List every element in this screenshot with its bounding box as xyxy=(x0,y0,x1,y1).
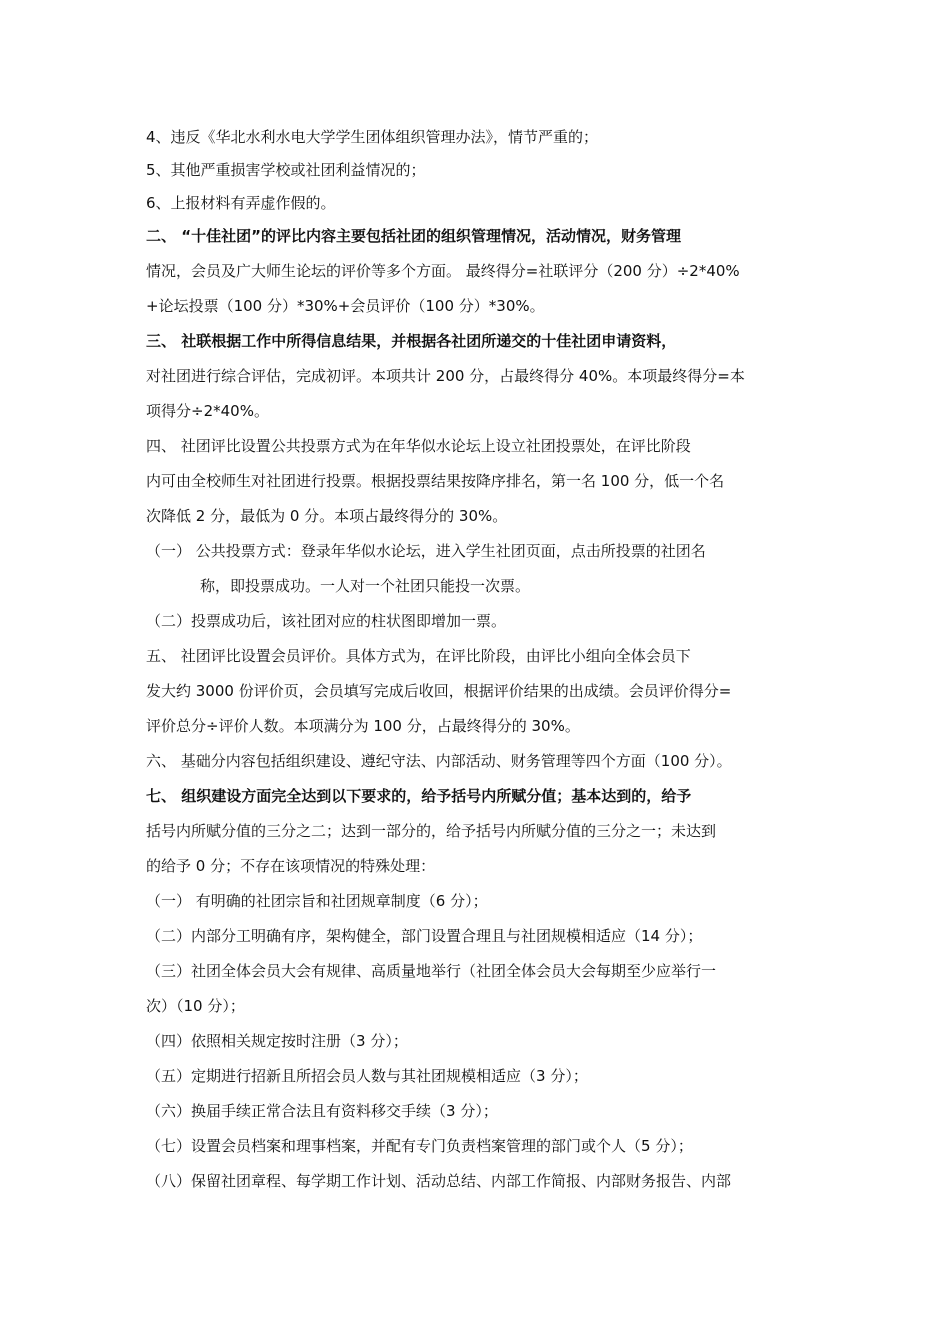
sub-item-line: （六）换届手续正常合法且有资料移交手续（3 分）； xyxy=(146,1102,498,1120)
text-line: 评价总分÷评价人数。本项满分为 100 分，占最终得分的 30%。 xyxy=(146,717,580,735)
text-line: 项得分÷2*40%。 xyxy=(146,402,269,420)
text-line: 的给予 0 分；不存在该项情况的特殊处理： xyxy=(146,857,436,875)
text-line: 5、其他严重损害学校或社团利益情况的； xyxy=(146,161,426,179)
sub-item-line: （三）社团全体会员大会有规律、高质量地举行（社团全体会员大会每期至少应举行一 xyxy=(146,962,717,980)
section-heading-line: 六、 基础分内容包括组织建设、遵纪守法、内部活动、财务管理等四个方面（100 分）。 xyxy=(146,752,732,770)
text-line: 括号内所赋分值的三分之二；达到一部分的，给予括号内所赋分值的三分之一；未达到 xyxy=(146,822,717,840)
text-line: 称，即投票成功。一人对一个社团只能投一次票。 xyxy=(200,577,531,595)
sub-item-line: （二）投票成功后，该社团对应的柱状图即增加一票。 xyxy=(146,612,507,630)
section-heading-line: 二、 “十佳社团”的评比内容主要包括社团的组织管理情况，活动情况，财务管理 xyxy=(146,227,681,245)
text-line: 次）（10 分）； xyxy=(146,997,245,1015)
text-line: 6、上报材料有弄虚作假的。 xyxy=(146,194,336,212)
sub-item-line: （二）内部分工明确有序，架构健全，部门设置合理且与社团规模相适应（14 分）； xyxy=(146,927,703,945)
text-line: 对社团进行综合评估，完成初评。本项共计 200 分，占最终得分 40%。本项最终得分=本 xyxy=(146,367,745,385)
section-heading-line: 五、 社团评比设置会员评价。具体方式为，在评比阶段，由评比小组向全体会员下 xyxy=(146,647,691,665)
text-line: 4、违反《华北水利水电大学学生团体组织管理办法》，情节严重的； xyxy=(146,128,599,146)
sub-item-line: （四）依照相关规定按时注册（3 分）； xyxy=(146,1032,408,1050)
sub-item-line: （八）保留社团章程、每学期工作计划、活动总结、内部工作简报、内部财务报告、内部 xyxy=(146,1172,732,1190)
text-line: 发大约 3000 份评价页，会员填写完成后收回，根据评价结果的出成绩。会员评价得分= xyxy=(146,682,732,700)
section-heading-line: 三、 社联根据工作中所得信息结果，并根据各社团所递交的十佳社团申请资料， xyxy=(146,332,677,350)
text-line: 情况，会员及广大师生论坛的评价等多个方面。 最终得分=社联评分（200 分）÷2*40% xyxy=(146,262,740,280)
section-heading-line: 四、 社团评比设置公共投票方式为在年华似水论坛上设立社团投票处，在评比阶段 xyxy=(146,437,691,455)
sub-item-line: （一） 公共投票方式：登录年华似水论坛，进入学生社团页面，点击所投票的社团名 xyxy=(146,542,706,560)
section-heading-line: 七、 组织建设方面完全达到以下要求的，给予括号内所赋分值；基本达到的，给予 xyxy=(146,787,692,805)
sub-item-line: （七）设置会员档案和理事档案，并配有专门负责档案管理的部门或个人（5 分）； xyxy=(146,1137,693,1155)
text-line: 内可由全校师生对社团进行投票。根据投票结果按降序排名，第一名 100 分，低一个名 xyxy=(146,472,725,490)
text-line: +论坛投票（100 分）*30%+会员评价（100 分）*30%。 xyxy=(146,297,545,315)
sub-item-line: （一） 有明确的社团宗旨和社团规章制度（6 分）； xyxy=(146,892,488,910)
sub-item-line: （五）定期进行招新且所招会员人数与其社团规模相适应（3 分）； xyxy=(146,1067,588,1085)
text-line: 次降低 2 分，最低为 0 分。本项占最终得分的 30%。 xyxy=(146,507,508,525)
